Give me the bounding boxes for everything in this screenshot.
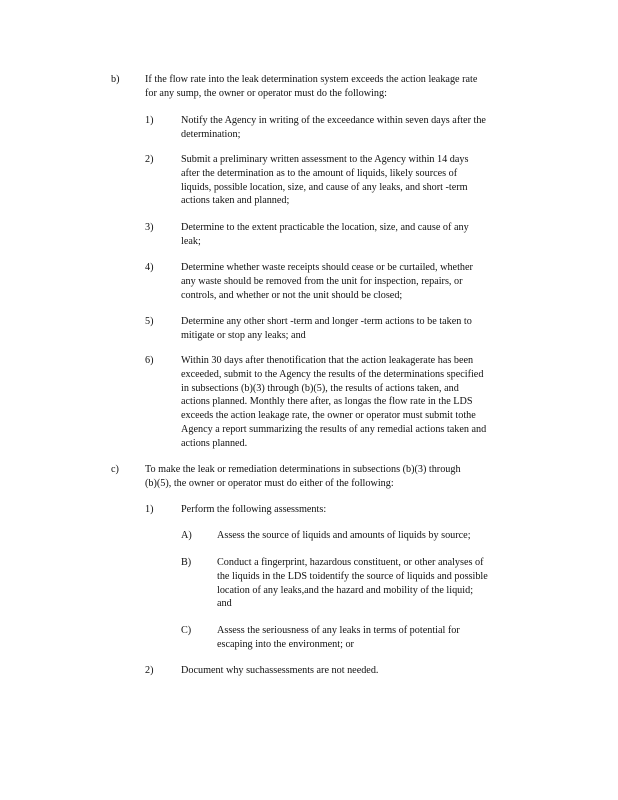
item-b3-label: 3) [145, 222, 154, 233]
text-line: for any sump, the owner or operator must do the following: [145, 87, 387, 99]
text-line: actions planned. [181, 437, 248, 449]
text-line: liquids, possible location, size, and cause of any leaks, and short -term [181, 181, 468, 193]
text-line: controls, and whether or not the unit should be closed; [181, 289, 403, 301]
text-line: exceeded, submit to the Agency the results of the determinations specified [181, 368, 484, 380]
text-line: the liquids in the LDS toidentify the source of liquids and possible [217, 570, 488, 582]
text-line: Determine to the extent practicable the location, size, and cause of any [181, 222, 469, 233]
section-b-intro [145, 73, 534, 101]
item-b4-label: 4) [145, 262, 154, 273]
item-b5-text [181, 315, 521, 343]
text-line: Assess the seriousness of any leaks in terms of potential for [217, 625, 460, 636]
text-line: actions planned. Monthly there after, as longas the flow rate in the LDS [181, 396, 473, 408]
subitem-c-label: C) [181, 625, 192, 636]
text-line: location of any leaks,and the hazard and mobility of the liquid; [217, 584, 474, 596]
text-line: Within 30 days after thenotification that the action leakagerate has been [181, 355, 474, 366]
section-c-label: c) [111, 464, 119, 475]
text-line: any waste should be removed from the unit for inspection, repairs, or [181, 275, 463, 287]
text-line: Submit a preliminary written assessment to the Agency within 14 days [181, 154, 469, 165]
item-b1-text [181, 114, 543, 142]
text-line: Agency a report summarizing the results of any remedial actions taken and [181, 423, 487, 435]
text-line: Perform the following assessments: [181, 504, 327, 515]
text-line: Assess the source of liquids and amounts of liquids by source; [217, 530, 471, 541]
item-c1-label: 1) [145, 504, 154, 515]
item-b2-text [181, 153, 521, 208]
item-c2-text [181, 664, 521, 678]
item-b6-text [181, 354, 543, 451]
subitem-a-text [217, 529, 532, 543]
text-line: escaping into the environment; or [217, 638, 354, 650]
section-c-intro [145, 463, 520, 491]
text-line: in subsections (b)(3) through (b)(5), the results of actions taken, and [181, 382, 459, 394]
text-line: mitigate or stop any leaks; and [181, 329, 306, 341]
text-line: Determine any other short -term and longer -term actions to be taken to [181, 316, 472, 327]
subitem-b-text [217, 556, 532, 611]
item-b6-label: 6) [145, 355, 154, 366]
text-line: determination; [181, 128, 241, 140]
text-line: If the flow rate into the leak determination system exceeds the action leakage rate [145, 74, 478, 85]
section-b-label: b) [111, 74, 120, 85]
item-c2-label: 2) [145, 665, 154, 676]
text-line: and [217, 598, 232, 610]
item-b5-label: 5) [145, 316, 154, 327]
text-line: actions taken and planned; [181, 195, 290, 207]
text-line: after the determination as to the amount of liquids, likely sources of [181, 167, 458, 179]
item-b1-label: 1) [145, 115, 154, 126]
item-b4-text [181, 261, 521, 302]
text-line: Conduct a fingerprint, hazardous constituent, or other analyses of [217, 557, 484, 568]
text-line: exceeds the action leakage rate, the owner or operator must submit tothe [181, 410, 476, 422]
item-b3-text [181, 221, 521, 249]
item-c1-text [181, 503, 521, 517]
subitem-b-label: B) [181, 557, 192, 568]
text-line: Determine whether waste receipts should cease or be curtailed, whether [181, 262, 473, 273]
subitem-c-text [217, 624, 532, 652]
text-line: leak; [181, 235, 201, 247]
text-line: Document why suchassessments are not needed. [181, 665, 379, 676]
text-line: Notify the Agency in writing of the exceedance within seven days after the [181, 115, 486, 126]
subitem-a-label: A) [181, 530, 192, 541]
item-b2-label: 2) [145, 154, 154, 165]
text-line: (b)(5), the owner or operator must do either of the following: [145, 477, 394, 489]
text-line: To make the leak or remediation determinations in subsections (b)(3) through [145, 464, 461, 475]
